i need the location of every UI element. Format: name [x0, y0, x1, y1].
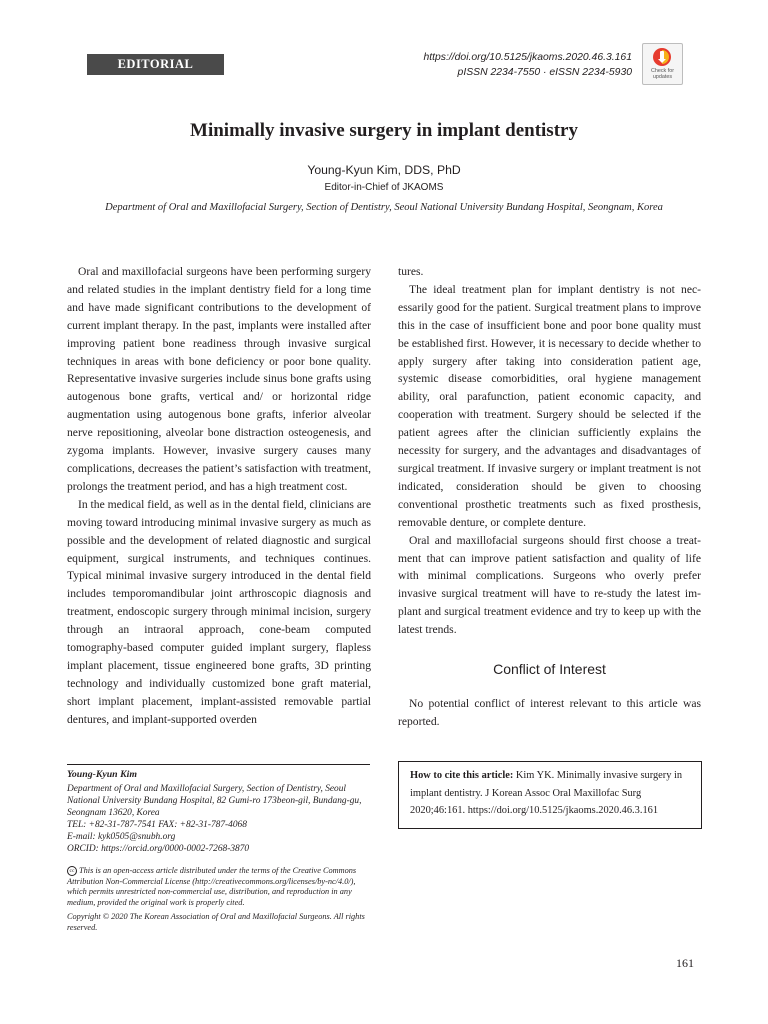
- issn-text: pISSN 2234-7550 · eISSN 2234-5930: [457, 67, 632, 78]
- check-for-updates-button[interactable]: [642, 43, 683, 85]
- creative-commons-icon: cc: [67, 866, 77, 876]
- copyright-notice: Copyright © 2020 The Korean Association of Oral and Maxillofacial Surgeons. All rights reserved.: [67, 912, 365, 932]
- conflict-text: [398, 695, 701, 731]
- conflict-paragraph: No potential conflict of interest relevant to this article was reported.: [398, 697, 701, 728]
- correspondence-address: Department of Oral and Maxillofacial Surgery, Section of Dentistry, Seoul National University Bundang Hospital, 82 Gumi-ro 173beon-gil, Bundang-gu, Seongnam 13620, Korea: [67, 784, 362, 818]
- correspondence-block: [67, 769, 373, 855]
- author-affiliation: Department of Oral and Maxillofacial Surgery, Section of Dentistry, Seoul National University Bundang Hospital, Seongnam, Korea: [105, 202, 663, 213]
- license-text: This is an open-access article distributed under the terms of the Creative Commons Attribution Non-Commercial License (http://creativecommons.org/licenses/by-nc/4.0/), which permits unrestricted non-commercial use, distribution, and reproduction in any medium, provided the original work is properly cited.: [67, 866, 357, 907]
- body-column-left: [67, 263, 371, 729]
- correspondence-phone: TEL: +82-31-787-7541 FAX: +82-31-787-4068: [67, 820, 247, 830]
- author-name: Young-Kyun Kim, DDS, PhD: [307, 163, 461, 177]
- body-paragraph: The ideal treatment plan for implant dentistry is not necessarily good for the patient. Surgical treatment plans to improve this in the case of insufficient bone and poor bone quality must be established first. However, it is necessary to decide whether to apply surgery after taking into consideration patient age, systemic disease comorbidities, oral hygiene management ability, oral parafunction, patient economic capacity, and cooperation with treatment. Surgery should be selected if the patient agrees after the clinician sufficiently explains the necessity for surgery, and the advantages and disadvantages of surgical treatment. If invasive surgery or implant treatment is not indicated, consideration should be given to choosing conventional prosthetic treatments such as fixed prosthesis, removable denture, or complete denture.: [398, 282, 701, 529]
- body-paragraph: Oral and maxillofacial surgeons have been performing surgery and related studies in the implant dentistry field for a long time and have made significant contributions to the development of current implant therapy. In the past, implants were installed after improving patient bone readiness through invasive surgical techniques in areas with bone deficiency or poor bone quality. Representative invasive surgeries include sinus bone grafts using autogenous bone grafts, vertical and/ or horizontal ridge augmentation using autogenous bone grafts, inferior alveolar nerve repositioning, alveolar bone distraction osteogenesis, and zygoma implants. However, invasive surgery causes many complications, decreases the patient’s satisfaction with treatment, prolongs the treatment period, and has a high treatment cost.: [67, 265, 371, 493]
- citation-box: [398, 761, 702, 829]
- article-title: Minimally invasive surgery in implant dentistry: [190, 120, 578, 141]
- citation-text: Kim YK. Minimally invasive surgery in implant dentistry. J Korean Assoc Oral Maxillofac Surg 2020;46:161. https://doi.org/10.5125/jkaoms.2020.46.3.161: [410, 770, 683, 816]
- doi-link[interactable]: https://doi.org/10.5125/jkaoms.2020.46.3.161: [423, 52, 632, 63]
- footnote-divider: [67, 764, 370, 765]
- article-meta: [423, 50, 632, 80]
- correspondence-orcid[interactable]: ORCID: https://orcid.org/0000-0002-7268-3870: [67, 844, 250, 854]
- author-role: Editor-in-Chief of JKAOMS: [324, 182, 444, 193]
- conflict-heading: Conflict of Interest: [493, 661, 606, 677]
- correspondence-name: Young-Kyun Kim: [67, 769, 137, 780]
- check-updates-icon: [652, 47, 672, 67]
- license-notice: [67, 866, 373, 908]
- correspondence-email[interactable]: E-mail: kyk0505@snubh.org: [67, 832, 176, 842]
- body-paragraph: In the medical field, as well as in the dental field, clinicians are moving toward introducing minimal invasive surgery as much as possible and the development of related diagnostic and surgical equipment, surgical instruments, and techniques continues. Typical minimal invasive surgery introduced in the dental field includes temporomandibular joint arthroscopic diagnosis and treatment, endoscopic surgery through minimal incision, surgery through an intraoral approach, cone-beam computed tomography-based computer guided implant surgery, flapless implant placement, tissue engineered bone grafts, 3D printing technology and individually customized bone graft material, short implant placement, implant-assisted removable partial dentures, and implant-supported overden: [67, 497, 371, 726]
- page-number: 161: [676, 956, 694, 970]
- body-column-right: [398, 263, 701, 639]
- citation-label: How to cite this article:: [410, 770, 514, 781]
- body-paragraph: tures.: [398, 265, 424, 278]
- body-paragraph: Oral and maxillofacial surgeons should first choose a treatment that can improve patient satisfaction and quality of life with minimal complications. Surgeons who overly prefer invasive surgical treatment will have to re-study the latest implant and surgical treatment evidence and try to keep up with the latest trends.: [398, 533, 701, 637]
- section-label: EDITORIAL: [87, 54, 224, 75]
- check-updates-label: Check for updates: [650, 68, 675, 80]
